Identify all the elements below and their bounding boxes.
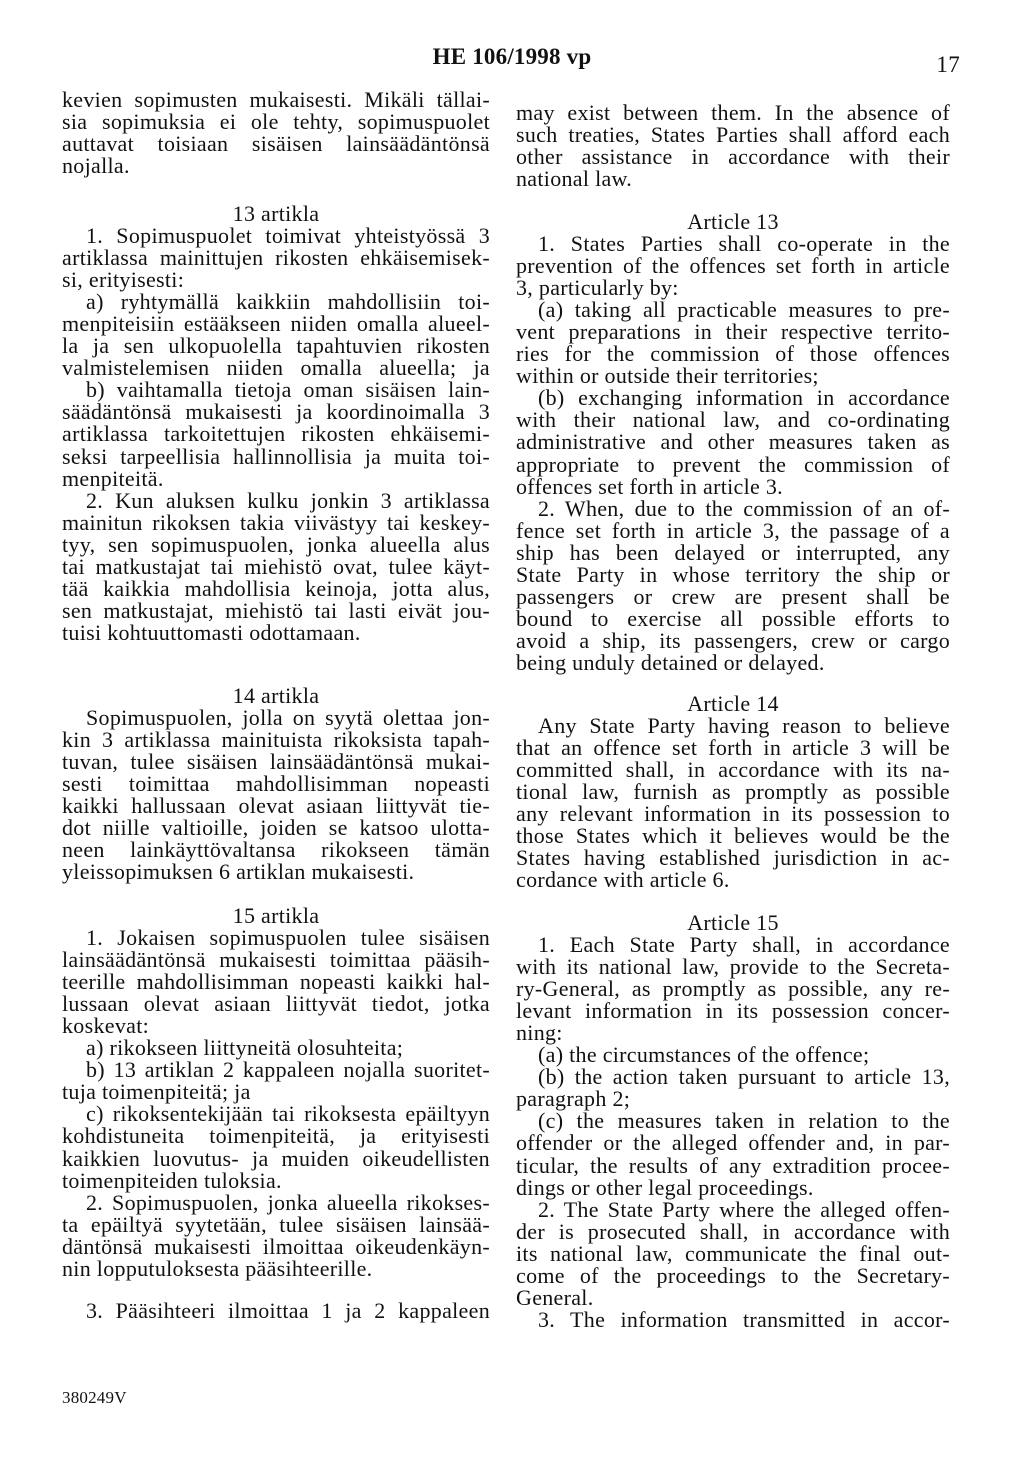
document-title: HE 106/1998 vp: [432, 44, 592, 69]
text-line: tional law, furnish as promptly as possible: [516, 779, 950, 805]
text-line: ning:: [516, 1020, 563, 1046]
article-heading: 15 artikla: [232, 903, 320, 928]
text-line: prevention of the offences set forth in article: [516, 253, 950, 279]
text-line: tuja toimenpiteitä; ja: [62, 1079, 251, 1105]
text-line: 1. Each State Party shall, in accordance: [538, 932, 950, 958]
paragraph: [62, 291, 490, 379]
article-heading: 13 artikla: [232, 201, 320, 226]
paragraph: [62, 707, 490, 883]
text-line: 3, particularly by:: [516, 275, 679, 301]
article-13-finnish: [62, 203, 490, 644]
text-line: 2. The State Party where the alleged offen-: [538, 1196, 950, 1222]
article-heading: Article 13: [687, 209, 779, 234]
text-line: la ja sen ulkopuolella tapahtuvien rikosten: [62, 333, 490, 359]
text-line: that an offence set forth in article 3 will be: [516, 735, 950, 761]
text-line: offences set forth in article 3.: [516, 473, 783, 499]
text-line: paragraph 2;: [516, 1086, 631, 1112]
article-heading: 14 artikla: [232, 683, 320, 708]
text-line: tuisi kohtuuttomasti odottamaan.: [62, 619, 361, 645]
paragraph: [516, 1306, 950, 1332]
document-code: 380249V: [62, 1388, 127, 1407]
text-line: (b) exchanging information in accordance: [538, 385, 950, 411]
text-line: seksi tarpeellisia hallinnollisia ja muita toi-: [62, 443, 490, 469]
paragraph: [62, 225, 490, 291]
text-line: Sopimuspuolen, jolla on syytä olettaa jon-: [86, 705, 490, 731]
text-line: mainitun rikoksen takia viivästyy tai keskey-: [62, 509, 490, 535]
article-13-english: [516, 211, 950, 674]
article-heading: Article 14: [687, 691, 779, 716]
text-line: being unduly detained or delayed.: [516, 649, 825, 675]
text-line: a) ryhtymällä kaikkiin mahdollisiin toi-: [86, 289, 490, 315]
paragraph: [62, 1059, 490, 1103]
text-line: (b) the action taken pursuant to article 13,: [538, 1064, 950, 1090]
text-line: such treaties, States Parties shall afford each: [516, 122, 950, 148]
text-line: ries for the commission of those offences: [516, 341, 950, 367]
paragraph: [516, 102, 950, 190]
paragraph: [516, 1066, 950, 1110]
text-line: valmistelemisen niiden omalla alueella; ja: [62, 355, 490, 381]
text-line: any relevant information in its possession to: [516, 801, 950, 827]
text-line: with their national law, and co-ordinating: [516, 407, 950, 433]
text-line: kohdistuneita toimenpiteitä, ja erityisesti: [62, 1123, 490, 1149]
text-line: within or outside their territories;: [516, 363, 819, 389]
paragraph: [62, 487, 490, 645]
paragraph: [62, 89, 490, 177]
text-line: 1. States Parties shall co-operate in the: [538, 231, 950, 257]
text-line: tää kaikkia mahdollisia keinoja, jotta alus,: [62, 575, 490, 601]
text-line: sia sopimuksia ei ole tehty, sopimuspuolet: [62, 109, 490, 135]
text-line: artiklassa tarkoitettujen rikosten ehkäisemi-: [62, 421, 490, 447]
paragraph: [62, 1189, 490, 1281]
text-line: State Party in whose territory the ship or: [516, 561, 950, 587]
text-line: kaikkien luovutus- ja muiden oikeudellisten: [62, 1145, 490, 1171]
text-line: menpiteitä.: [62, 465, 164, 491]
paragraph: [516, 233, 950, 299]
text-line: dot niille valtioille, joiden se katsoo ulotta-: [62, 815, 490, 841]
text-line: administrative and other measures taken as: [516, 429, 950, 455]
text-line: yleissopimuksen 6 artiklan mukaisesti.: [62, 859, 415, 885]
text-line: koskevat:: [62, 1013, 150, 1039]
text-line: fence set forth in article 3, the passage of a: [516, 517, 950, 543]
text-line: General.: [516, 1284, 594, 1310]
paragraph: [62, 1037, 490, 1059]
article-15-finnish: [62, 905, 490, 1322]
text-line: (a) the circumstances of the offence;: [538, 1042, 870, 1068]
text-line: a) rikokseen liittyneitä olosuhteita;: [86, 1035, 404, 1061]
text-line: those States which it believes would be the: [516, 823, 950, 849]
paragraph: [516, 387, 950, 497]
text-line: neen lainkäyttövaltansa rikokseen tämän: [62, 837, 490, 863]
text-line: offender or the alleged offender and, in par-: [516, 1130, 950, 1156]
text-line: (a) taking all practicable measures to pre-: [538, 297, 950, 323]
article-14-english: [516, 693, 950, 891]
paragraph: [62, 1297, 490, 1323]
text-line: der is prosecuted shall, in accordance with: [516, 1218, 950, 1244]
text-line: 2. Kun aluksen kulku jonkin 3 artiklassa: [86, 487, 490, 513]
article-15-english: [516, 912, 950, 1331]
text-line: toimenpiteiden tuloksia.: [62, 1167, 282, 1193]
text-line: artiklassa mainittujen rikosten ehkäisemisek-: [62, 245, 490, 271]
text-line: States having established jurisdiction in ac-: [516, 845, 950, 871]
text-line: bound to exercise all possible efforts to: [516, 605, 950, 631]
text-line: 2. Sopimuspuolen, jonka alueella rikokses-: [86, 1189, 490, 1215]
text-line: national law.: [516, 166, 633, 192]
text-line: tai matkustajat tai miehistö ovat, tulee käyt-: [62, 553, 490, 579]
english-continuation: [516, 102, 950, 190]
text-line: 1. Sopimuspuolet toimivat yhteistyössä 3: [86, 223, 490, 249]
text-line: levant information in its possession concer-: [516, 998, 950, 1024]
text-line: nojalla.: [62, 153, 130, 179]
paragraph: [516, 299, 950, 387]
paragraph: [62, 927, 490, 1037]
text-line: kevien sopimusten mukaisesti. Mikäli tällai-: [62, 87, 490, 112]
page-number: 17: [936, 52, 960, 77]
text-line: säädäntönsä mukaisesti ja koordinoimalla 3: [62, 399, 490, 425]
text-line: kaikki hallussaan olevat asiaan liittyvät tie-: [62, 793, 490, 819]
text-line: 3. Pääsihteeri ilmoittaa 1 ja 2 kappaleen: [86, 1297, 490, 1323]
paragraph: [516, 715, 950, 891]
paragraph: [516, 1044, 950, 1066]
text-line: sesti toimittaa mahdollisimman nopeasti: [62, 771, 490, 797]
paragraph: [516, 495, 950, 675]
paragraph: [62, 1103, 490, 1191]
text-line: cordance with article 6.: [516, 867, 730, 893]
text-line: menpiteisiin estääkseen niiden omalla alueel-: [62, 311, 490, 337]
paragraph: [516, 1110, 950, 1198]
text-line: 2. When, due to the commission of an of-: [538, 495, 950, 521]
paragraph: [516, 1196, 950, 1310]
article-14-finnish: [62, 685, 490, 883]
text-line: 3. The information transmitted in accor-: [538, 1306, 950, 1332]
text-line: passengers or crew are present shall be: [516, 583, 950, 609]
text-line: sen matkustajat, miehistö tai lasti eivät jou-: [62, 597, 490, 623]
text-line: auttavat toisiaan sisäisen lainsäädäntönsä: [62, 131, 490, 157]
text-line: lussaan olevat asiaan liittyvät tiedot, jotka: [62, 991, 490, 1017]
text-line: lainsäädäntönsä mukaisesti toimittaa pääsih-: [62, 947, 490, 973]
text-line: with its national law, provide to the Secreta-: [516, 954, 950, 980]
text-line: vent preparations in their respective territo-: [516, 319, 950, 345]
text-line: dings or other legal proceedings.: [516, 1174, 814, 1200]
finnish-continuation: [62, 89, 490, 177]
text-line: ticular, the results of any extradition procee-: [516, 1152, 950, 1178]
text-line: si, erityisesti:: [62, 267, 185, 293]
article-heading: Article 15: [687, 910, 779, 935]
text-line: other assistance in accordance with their: [516, 144, 950, 170]
text-line: ta epäiltyä syytetään, tulee sisäisen lainsää-: [62, 1211, 490, 1237]
text-line: nin lopputuloksesta pääsihteerille.: [62, 1255, 373, 1281]
text-line: däntönsä mukaisesti ilmoittaa oikeudenkäyn-: [62, 1233, 490, 1259]
text-line: committed shall, in accordance with its na-: [516, 757, 950, 783]
text-line: may exist between them. In the absence of: [516, 100, 950, 125]
text-line: b) vaihtamalla tietoja oman sisäisen lain-: [86, 377, 490, 403]
text-line: tuvan, tulee sisäisen lainsäädäntönsä mukai-: [62, 749, 490, 775]
text-line: ship has been delayed or interrupted, any: [516, 539, 950, 565]
text-line: c) rikoksentekijään tai rikoksesta epäiltyyn: [86, 1101, 490, 1127]
text-line: teerille mahdollisimman nopeasti kaikki hal-: [62, 969, 490, 995]
paragraph: [62, 379, 490, 489]
text-line: ry-General, as promptly as possible, any re-: [516, 976, 950, 1002]
text-line: tyy, sen sopimuspuolen, jonka alueella alus: [62, 531, 490, 557]
paragraph: [516, 934, 950, 1044]
text-line: 1. Jokaisen sopimuspuolen tulee sisäisen: [86, 925, 490, 951]
text-line: Any State Party having reason to believe: [538, 713, 950, 739]
text-line: kin 3 artiklassa mainituista rikoksista tapah-: [62, 727, 490, 753]
text-line: (c) the measures taken in relation to the: [538, 1108, 950, 1134]
text-line: b) 13 artiklan 2 kappaleen nojalla suoritet-: [86, 1057, 490, 1083]
text-line: appropriate to prevent the commission of: [516, 451, 950, 477]
text-line: its national law, communicate the final out-: [516, 1240, 950, 1266]
text-line: avoid a ship, its passengers, crew or cargo: [516, 627, 950, 653]
text-line: come of the proceedings to the Secretary-: [516, 1262, 950, 1288]
